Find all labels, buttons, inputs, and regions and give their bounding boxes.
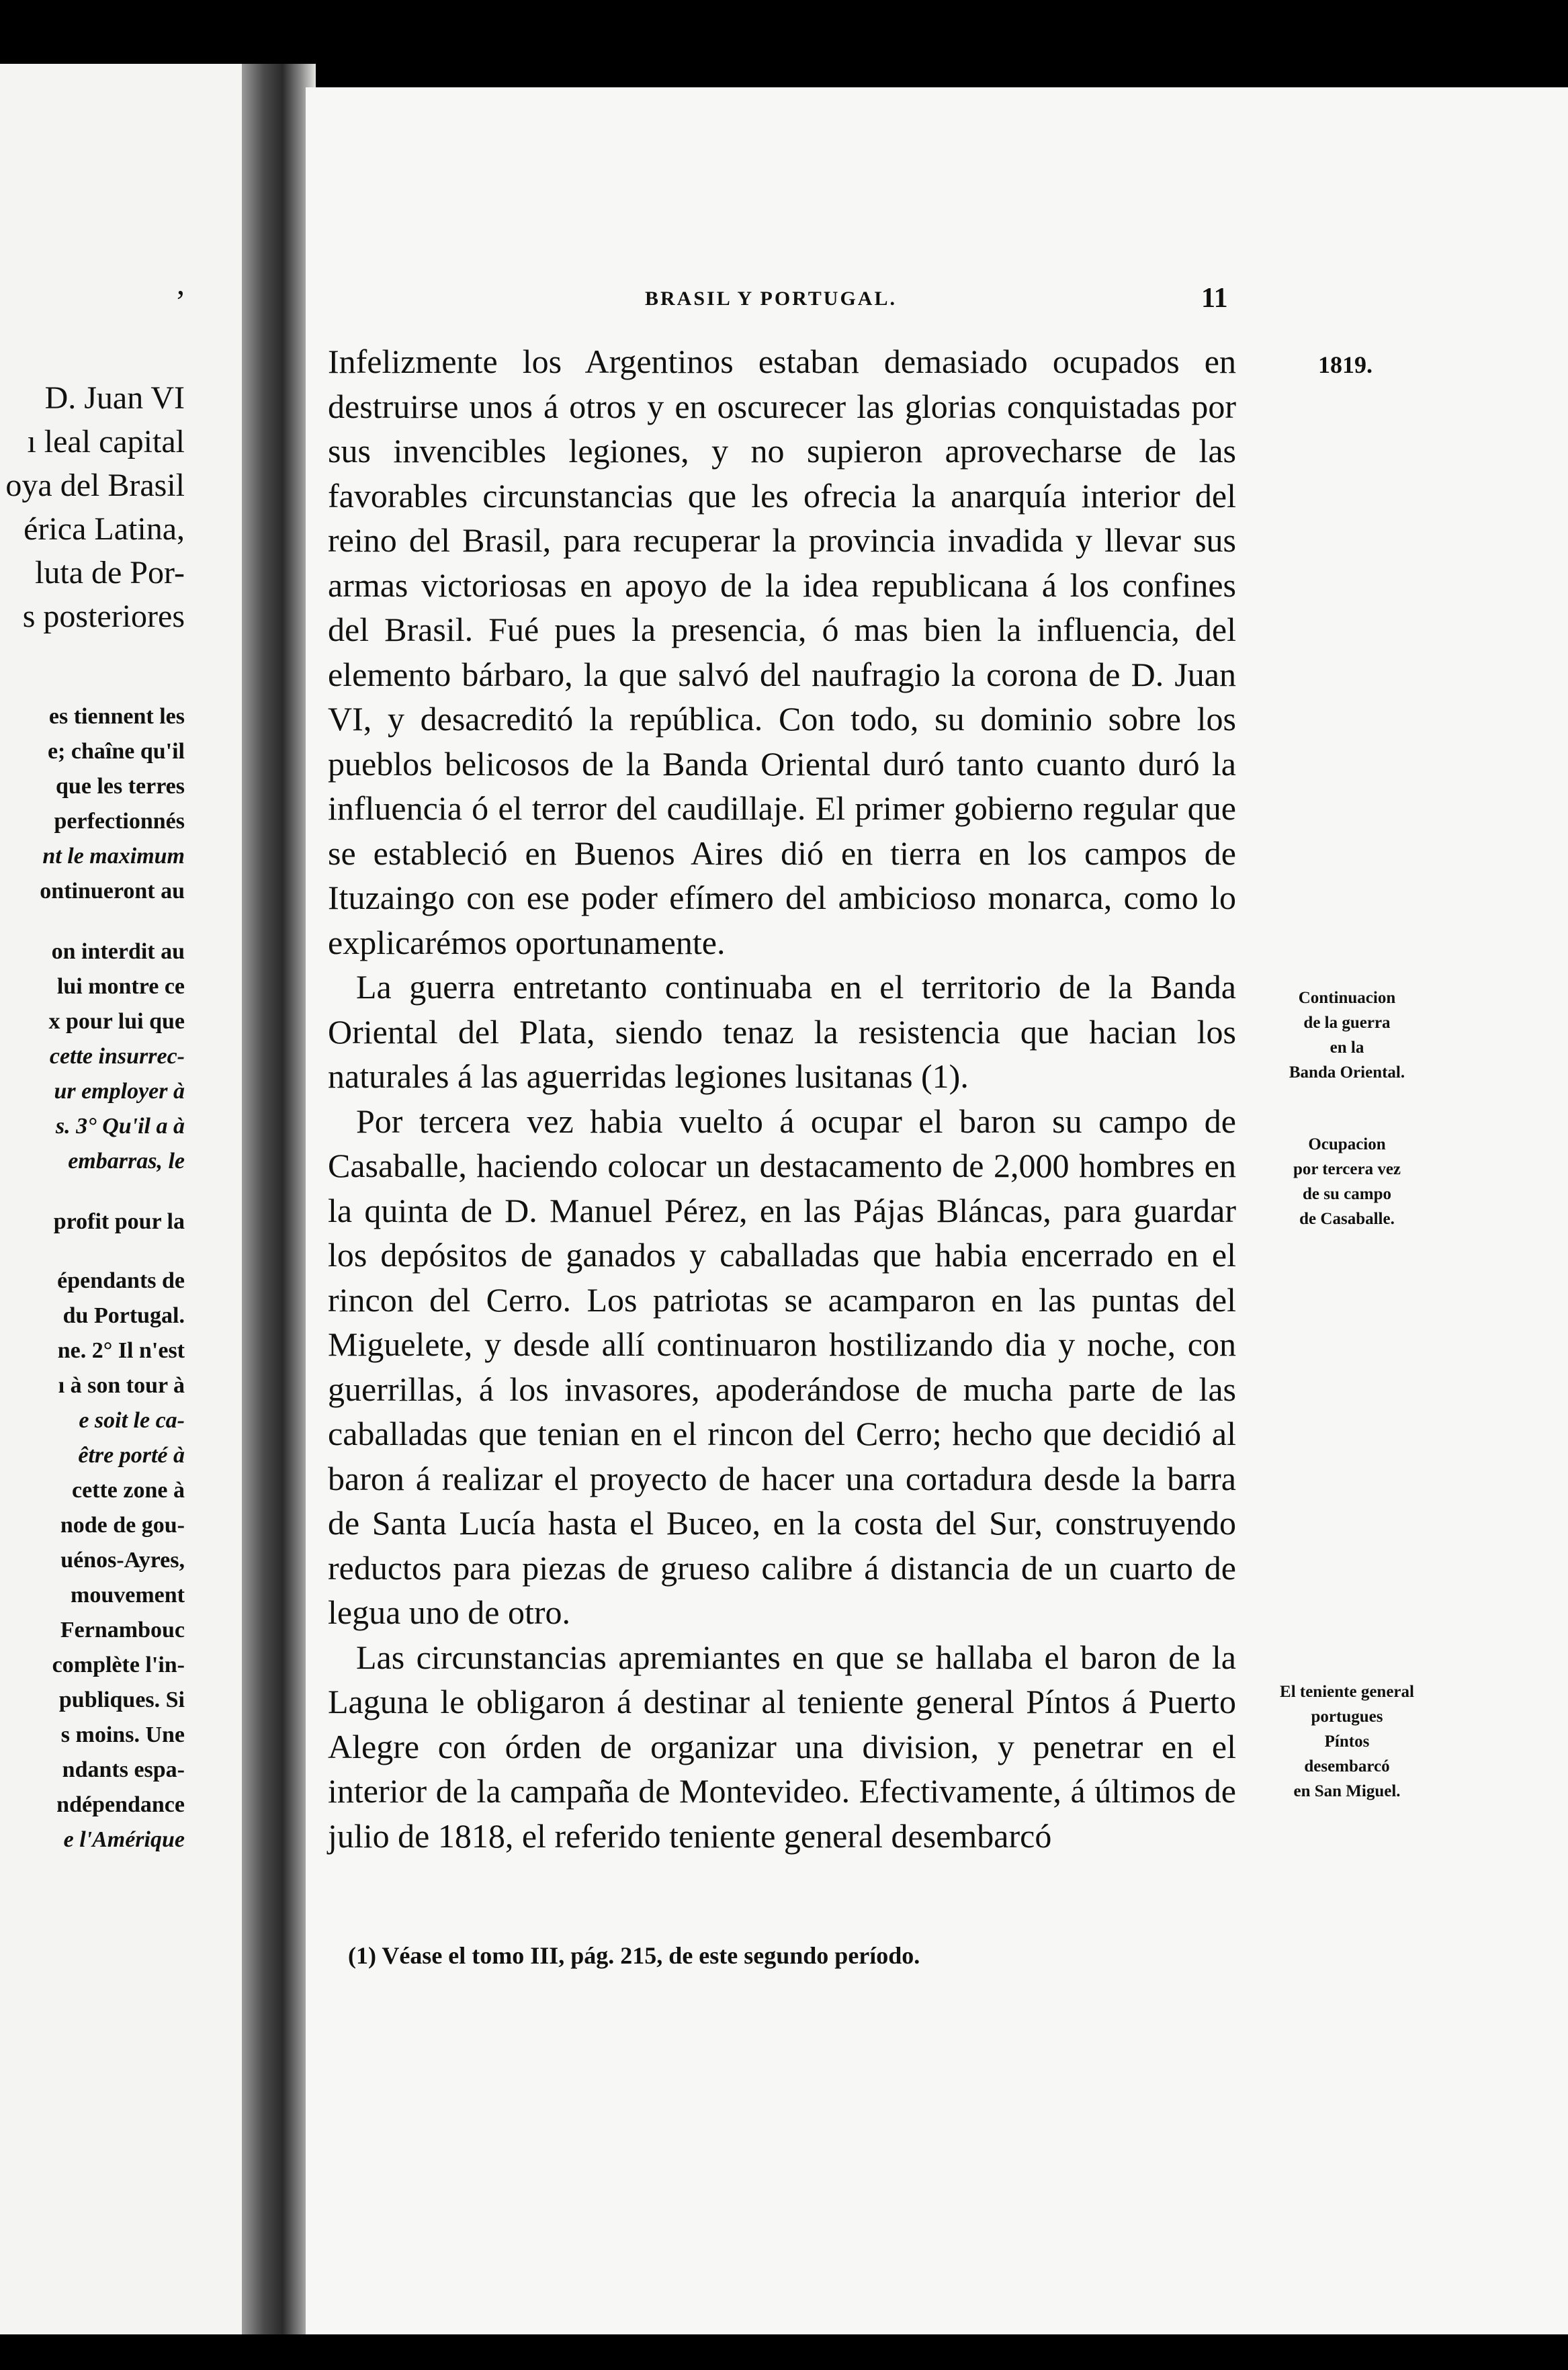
- facing-page-note-line: x pour lui que: [48, 1009, 185, 1034]
- page-number: 11: [1201, 283, 1228, 314]
- facing-page-note-line: cette insurrec-: [49, 1044, 185, 1069]
- book-gutter: [242, 64, 316, 2334]
- facing-page-note-line: ne. 2° Il n'est: [57, 1338, 185, 1363]
- facing-page-note-line: ndants espa-: [62, 1757, 185, 1782]
- facing-page-note-line: perfectionnés: [54, 809, 185, 834]
- facing-page-line: ,: [177, 266, 185, 302]
- facing-page-note-line: profit pour la: [53, 1209, 185, 1234]
- margin-note-line: de la guerra: [1303, 1014, 1391, 1032]
- paragraph: Infelizmente los Argentinos estaban demasiado ocupados en destruirse unos á otros y en oscurecer las glorias conquistadas por sus invencibles legiones, y no supieron aprovecharse de las favorables circunstancias que les ofrecia la anarquía interior del reino del Brasil, para recuperar la provincia invadida y llevar sus armas victoriosas en apoyo de la idea republicana á los confines del Brasil. Fué pues la presencia, ó mas bien la influencia, del elemento bárbaro, la que salvó del naufragio la corona de D. Juan VI, y desacreditó la república. Con todo, su dominio sobre los pueblos belicosos de la Banda Oriental duró tanto cuanto duró la influencia ó el terror del caudillaje. El primer gobierno regular que se estableció en Buenos Aires dió en tierra en los campos de Ituzaingo con ese poder efímero del ambicioso monarca, como lo explicarémos oportunamente.: [328, 343, 1236, 961]
- paragraph: Por tercera vez habia vuelto á ocupar el baron su campo de Casaballe, haciendo colocar un destacamento de 2,000 hombres en la quinta de D. Manuel Pérez, en las Pájas Bláncas, para guardar los depósitos de ganados y caballadas que habia encerrado en el rincon del Cerro. Los patriotas se acamparon en las puntas del Miguelete, y desde allí continuaron hostilizando dia y noche, con guerrillas, á los invasores, apoderándose de mucha parte de las caballadas que tenian en el rincon del Cerro; hecho que decidió al baron á realizar el proyecto de hacer una cortadura desde la barra de Santa Lucía hasta el Buceo, en la costa del Sur, construyendo reductos para piezas de grueso calibre á distancia de un cuarto de legua uno de otro.: [328, 1102, 1236, 1631]
- running-head: BRASIL Y PORTUGAL.: [645, 288, 897, 310]
- margin-note-line: desembarcó: [1304, 1757, 1390, 1775]
- facing-page-line: oya del Brasil: [5, 468, 185, 503]
- facing-page-note-line: que les terres: [56, 774, 185, 799]
- facing-page-note-line: e soit le ca-: [79, 1408, 185, 1433]
- facing-page-note-line: s moins. Une: [60, 1722, 185, 1747]
- paragraph: La guerra entretanto continuaba en el territorio de la Banda Oriental del Plata, siendo tenaz la resistencia que hacian los naturales á las aguerridas legiones lusitanas (1).: [328, 968, 1236, 1095]
- margin-note-line: Banda Oriental.: [1289, 1063, 1405, 1082]
- facing-page-note-line: node de gou-: [60, 1513, 185, 1538]
- facing-page-note-line: es tiennent les: [48, 704, 185, 729]
- margin-note-line: de Casaballe.: [1299, 1210, 1395, 1228]
- facing-page-note-line: du Portugal.: [62, 1303, 185, 1328]
- facing-page-note-line: épendants de: [57, 1268, 185, 1293]
- margin-note: [1243, 1132, 1451, 1231]
- margin-note-line: en la: [1330, 1039, 1364, 1057]
- facing-page-note-line: e l'Amérique: [63, 1827, 185, 1852]
- margin-note-line: de su campo: [1303, 1185, 1391, 1203]
- margin-year: 1819.: [1318, 351, 1373, 378]
- facing-page-note-line: embarras, le: [68, 1149, 185, 1174]
- facing-page-note-line: nt le maximum: [42, 844, 185, 869]
- facing-page-note-line: ontinueront au: [40, 879, 185, 904]
- facing-page-note-line: Fernambouc: [60, 1618, 185, 1642]
- facing-page-note-line: être porté à: [78, 1443, 185, 1468]
- facing-page-line: luta de Por-: [35, 555, 185, 590]
- facing-page-note-line: s. 3° Qu'il a à: [55, 1114, 185, 1139]
- margin-note: [1243, 985, 1451, 1085]
- facing-page-line: érica Latina,: [24, 511, 185, 547]
- margin-note-line: en San Miguel.: [1293, 1782, 1401, 1800]
- facing-page-fragment: [0, 64, 249, 2334]
- facing-page-note-line: uénos-Ayres,: [60, 1548, 185, 1573]
- facing-page-note-line: on interdit au: [51, 939, 185, 964]
- facing-page-note-line: complète l'in-: [52, 1653, 185, 1677]
- paragraph: Las circunstancias apremiantes en que se hallaba el baron de la Laguna le obligaron á destinar al teniente general Píntos á Puerto Alegre con órden de organizar una division, y penetrar en el interior de la campaña de Montevideo. Efectivamente, á últimos de julio de 1818, el referido teniente general desembarcó: [328, 1638, 1236, 1855]
- facing-page-line: s posteriores: [22, 599, 185, 634]
- facing-page-line: ı leal capital: [27, 424, 185, 459]
- margin-note: [1243, 1679, 1451, 1804]
- margin-note-line: Píntos: [1324, 1732, 1370, 1751]
- margin-note-line: portugues: [1311, 1708, 1383, 1726]
- facing-page-note-line: mouvement: [71, 1583, 185, 1608]
- facing-page-note-line: publiques. Si: [58, 1687, 185, 1712]
- facing-page-note-line: cette zone à: [71, 1478, 185, 1503]
- facing-page-note-line: e; chaîne qu'il: [47, 739, 185, 764]
- margin-note-line: El teniente general: [1280, 1683, 1414, 1701]
- facing-page-note-line: ur employer à: [54, 1079, 185, 1104]
- body-text: [328, 339, 1236, 1858]
- margin-note-line: por tercera vez: [1293, 1160, 1401, 1178]
- facing-page-note-line: ndépendance: [56, 1792, 185, 1817]
- facing-page-note-line: ı à son tour à: [58, 1373, 185, 1398]
- facing-page-note-line: lui montre ce: [56, 974, 185, 999]
- footnote: (1) Véase el tomo III, pág. 215, de este segundo período.: [348, 1942, 920, 1969]
- facing-page-line: D. Juan VI: [44, 380, 185, 416]
- margin-note-line: Ocupacion: [1308, 1135, 1386, 1153]
- margin-note-line: Continuacion: [1298, 989, 1396, 1007]
